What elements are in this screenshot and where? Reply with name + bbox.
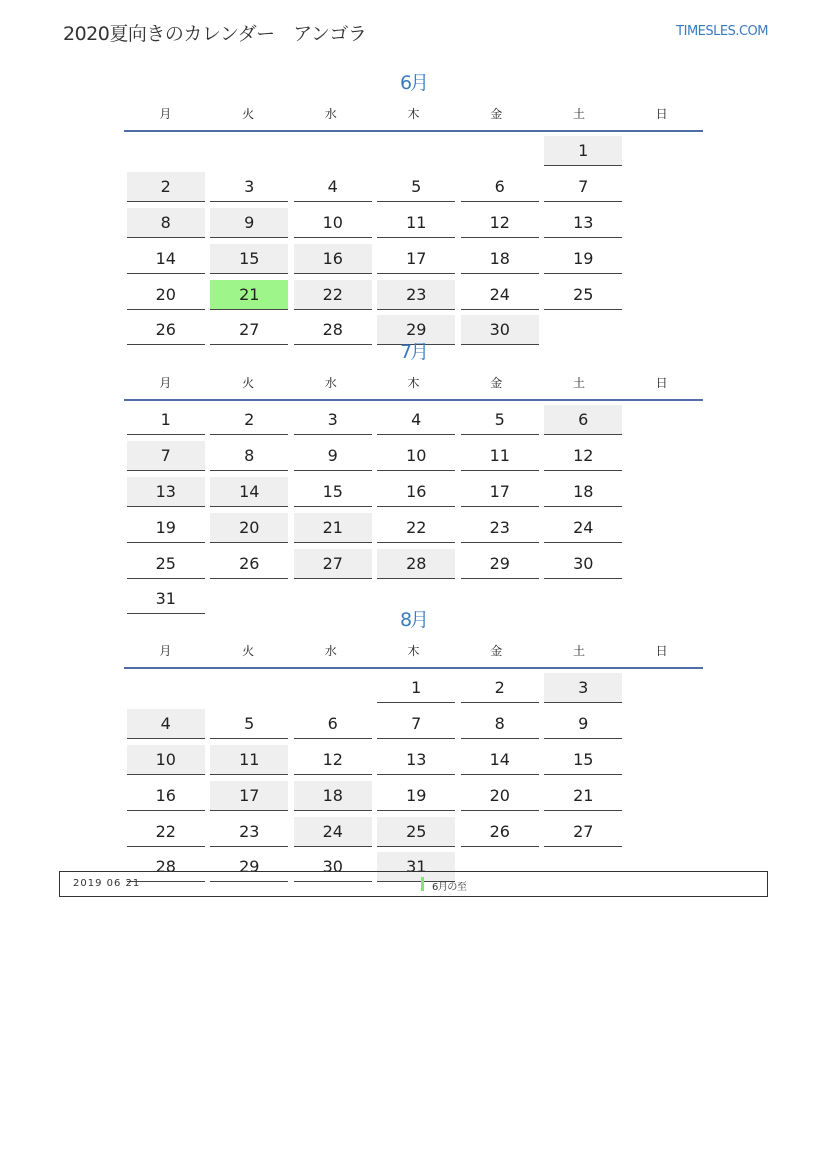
day-cell: 12 [461, 208, 539, 238]
day-cell: 27 [294, 549, 372, 579]
day-cell: 30 [294, 852, 372, 882]
empty-cell [461, 136, 539, 166]
weekday-label: 日 [655, 643, 668, 658]
day-cell: 26 [461, 817, 539, 847]
day-cell: 16 [377, 477, 455, 507]
day-cell: 13 [377, 745, 455, 775]
day-cell: 8 [127, 208, 205, 238]
day-cell: 18 [461, 244, 539, 274]
day-cell: 29 [210, 852, 288, 882]
weekday-label: 木 [407, 643, 420, 658]
weekday-label: 月 [159, 375, 172, 390]
brand-link[interactable]: TIMESLES.COM [676, 24, 768, 39]
weekday-label: 火 [242, 106, 255, 121]
day-cell: 9 [544, 709, 622, 739]
legend-date: 2019 06 21 [73, 878, 141, 889]
day-cell: 23 [377, 280, 455, 310]
weekday-header [124, 367, 703, 397]
empty-cell [210, 673, 288, 703]
day-cell: 25 [377, 817, 455, 847]
day-cell: 21 [544, 781, 622, 811]
month-june [124, 68, 703, 351]
day-cell: 2 [210, 405, 288, 435]
day-cell: 11 [377, 208, 455, 238]
day-cell: 18 [294, 781, 372, 811]
page-title: 2020夏向きのカレンダー アンゴラ [63, 23, 367, 45]
holiday-legend [59, 871, 768, 897]
day-cell: 2 [127, 172, 205, 202]
header-divider [124, 130, 703, 132]
day-cell: 11 [461, 441, 539, 471]
month-title: 6月 [399, 72, 428, 94]
day-cell: 10 [127, 745, 205, 775]
day-cell: 15 [544, 745, 622, 775]
day-cell: 22 [294, 280, 372, 310]
day-cell: 14 [461, 745, 539, 775]
day-cell: 25 [127, 549, 205, 579]
day-cell: 14 [210, 477, 288, 507]
day-cell: 28 [294, 315, 372, 345]
day-cell: 16 [294, 244, 372, 274]
day-cell: 29 [461, 549, 539, 579]
day-cell: 23 [461, 513, 539, 543]
day-cell: 15 [210, 244, 288, 274]
day-cell: 19 [544, 244, 622, 274]
day-cell: 3 [544, 673, 622, 703]
weekday-label: 日 [655, 106, 668, 121]
month-title: 7月 [399, 341, 428, 363]
day-cell: 9 [210, 208, 288, 238]
empty-cell [210, 136, 288, 166]
weekday-label: 水 [324, 643, 337, 658]
day-cell: 18 [544, 477, 622, 507]
day-cell: 1 [544, 136, 622, 166]
weekday-label: 土 [572, 106, 585, 121]
day-grid [124, 405, 703, 620]
day-cell: 17 [377, 244, 455, 274]
weekday-label: 月 [159, 106, 172, 121]
day-cell: 3 [294, 405, 372, 435]
day-cell: 5 [377, 172, 455, 202]
day-cell: 8 [210, 441, 288, 471]
month-july [124, 337, 703, 620]
day-cell: 29 [377, 315, 455, 345]
day-cell: 30 [461, 315, 539, 345]
empty-cell [377, 136, 455, 166]
day-cell: 11 [210, 745, 288, 775]
day-cell: 10 [294, 208, 372, 238]
header-divider [124, 399, 703, 401]
day-cell: 12 [544, 441, 622, 471]
weekday-label: 火 [242, 375, 255, 390]
day-cell: 31 [127, 584, 205, 614]
weekday-label: 日 [655, 375, 668, 390]
month-august [124, 605, 703, 888]
weekday-label: 木 [407, 375, 420, 390]
weekday-label: 水 [324, 375, 337, 390]
day-cell: 4 [294, 172, 372, 202]
day-cell: 4 [127, 709, 205, 739]
day-cell: 24 [294, 817, 372, 847]
weekday-label: 金 [490, 643, 503, 658]
day-cell: 27 [210, 315, 288, 345]
day-cell: 27 [544, 817, 622, 847]
day-cell: 26 [210, 549, 288, 579]
day-cell: 22 [127, 817, 205, 847]
day-cell: 19 [127, 513, 205, 543]
day-cell: 24 [461, 280, 539, 310]
day-cell: 24 [544, 513, 622, 543]
day-cell: 5 [210, 709, 288, 739]
empty-cell [127, 673, 205, 703]
weekday-label: 木 [407, 106, 420, 121]
day-cell: 8 [461, 709, 539, 739]
day-cell: 4 [377, 405, 455, 435]
legend-color-swatch [421, 877, 424, 891]
day-cell: 30 [544, 549, 622, 579]
day-cell: 1 [377, 673, 455, 703]
weekday-header [124, 98, 703, 128]
day-cell: 7 [127, 441, 205, 471]
day-grid [124, 136, 703, 351]
day-cell: 2 [461, 673, 539, 703]
day-cell: 17 [461, 477, 539, 507]
weekday-label: 金 [490, 106, 503, 121]
day-cell: 13 [544, 208, 622, 238]
day-cell: 1 [127, 405, 205, 435]
day-cell: 14 [127, 244, 205, 274]
day-cell: 26 [127, 315, 205, 345]
legend-holiday-name: 6月の至 [432, 882, 467, 893]
day-cell: 7 [377, 709, 455, 739]
weekday-label: 火 [242, 643, 255, 658]
day-grid [124, 673, 703, 888]
day-cell: 6 [544, 405, 622, 435]
day-cell: 19 [377, 781, 455, 811]
day-cell: 5 [461, 405, 539, 435]
day-cell: 28 [127, 852, 205, 882]
day-cell: 3 [210, 172, 288, 202]
day-cell: 20 [210, 513, 288, 543]
weekday-label: 金 [490, 375, 503, 390]
day-cell: 16 [127, 781, 205, 811]
day-cell: 13 [127, 477, 205, 507]
weekday-label: 土 [572, 643, 585, 658]
day-cell: 23 [210, 817, 288, 847]
day-cell: 22 [377, 513, 455, 543]
day-cell: 9 [294, 441, 372, 471]
day-cell: 15 [294, 477, 372, 507]
empty-cell [127, 136, 205, 166]
day-cell: 6 [461, 172, 539, 202]
weekday-label: 月 [159, 643, 172, 658]
day-cell: 28 [377, 549, 455, 579]
day-cell: 25 [544, 280, 622, 310]
day-cell: 17 [210, 781, 288, 811]
day-cell: 6 [294, 709, 372, 739]
day-cell: 31 [377, 852, 455, 882]
day-cell: 12 [294, 745, 372, 775]
day-cell: 20 [127, 280, 205, 310]
month-title: 8月 [399, 609, 428, 631]
weekday-label: 土 [572, 375, 585, 390]
weekday-header [124, 635, 703, 665]
day-cell: 10 [377, 441, 455, 471]
day-cell: 21 [294, 513, 372, 543]
day-cell: 7 [544, 172, 622, 202]
empty-cell [294, 136, 372, 166]
weekday-label: 水 [324, 106, 337, 121]
empty-cell [294, 673, 372, 703]
day-cell: 20 [461, 781, 539, 811]
day-cell: 21 [210, 280, 288, 310]
header-divider [124, 667, 703, 669]
